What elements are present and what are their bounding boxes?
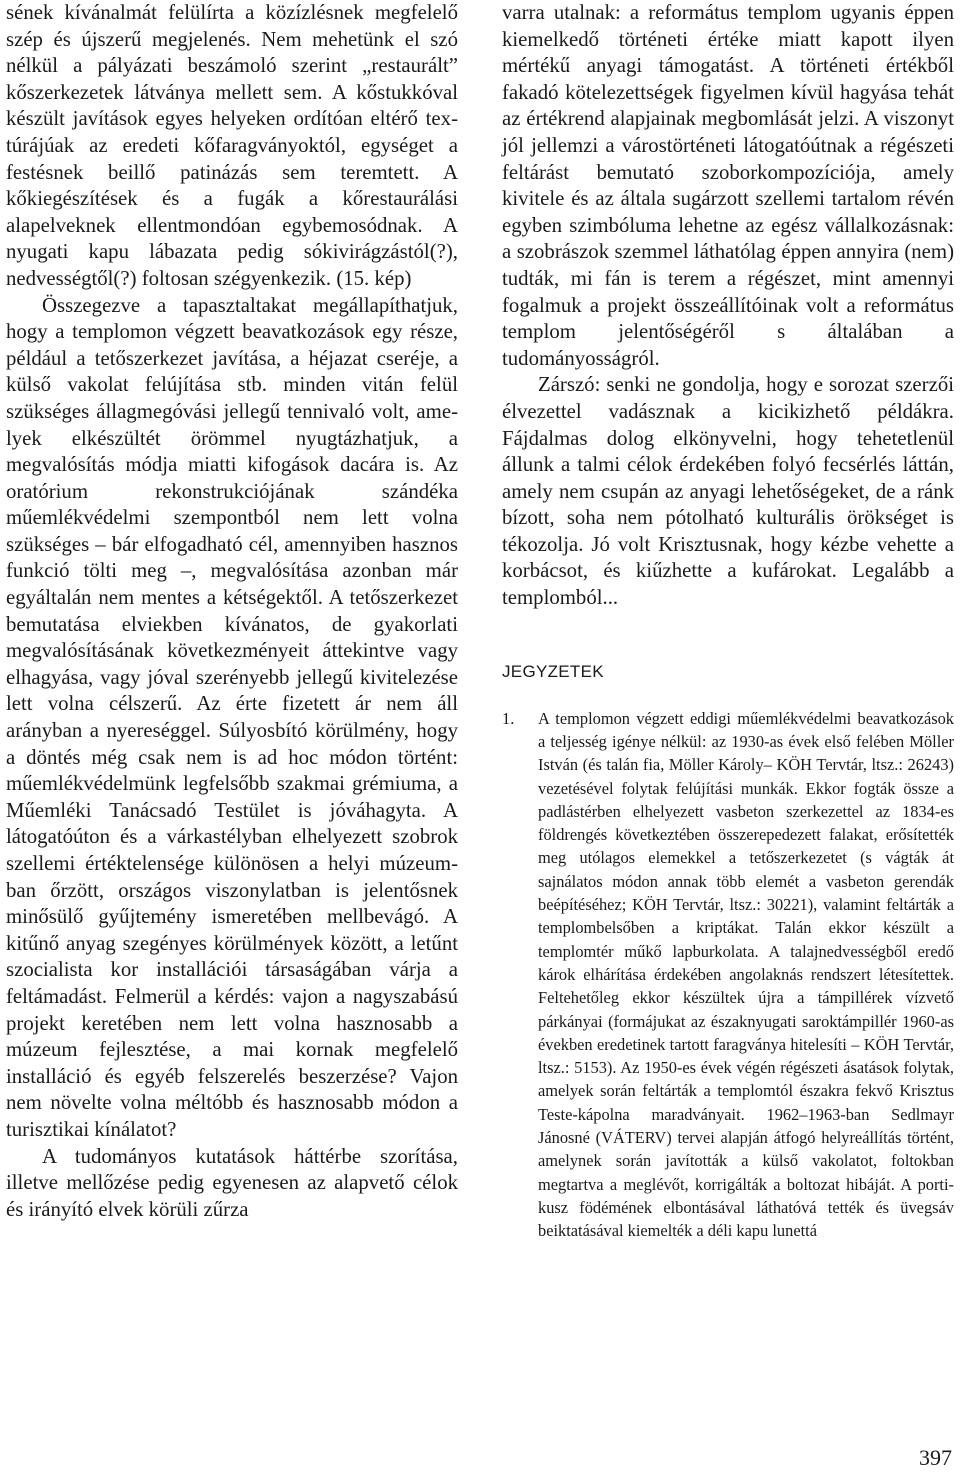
notes-heading: JEGYZETEK: [502, 661, 604, 681]
right-column-text: [502, 0, 954, 612]
left-paragraph-1: sének kívánalmát felülírta a közízlésnek megfelelő szép és újszerű megjelenés. Nem mehetünk el szó nélkül a pályázati beszámoló szerint „restaurált” kőszerkezetek látványa mellett sem. A kőstukkóval készült javítások egyes helyeken ordítóan eltérő textúrájúak az eredeti kőfaragványoktól, egységet a festésnek beillő patinázás sem teremtett. A kőkiegészítések és a fugák a kőrestaurálási alapelveknek ellentmondóan egybemosódnak. A nyugati kapu lábazata pedig sókivirágzástól(?), nedvességtől(?) foltosan szégyenkezik. (15. kép): [6, 1, 458, 290]
page-number: 397: [919, 1445, 952, 1470]
right-paragraph-1: varra utalnak: a református templom ugyanis éppen kiemelkedő történeti értéke miatt kapott ilyen mértékű anyagi támogatást. A történeti értékből fakadó kötelezettségek figyelmen kívül hagyása tehát az értékrend alapjainak megbomlását jelzi. A viszonyt jól jellemzi a várostörténeti látogatóútnak a régészeti feltárást bemutató szoborkompozíciója, amely kivitele és az általa sugárzott szellemi tartalom révén egyben szimbóluma lehetne az egész vállalkozásnak: a szobrászok szemmel láthatólag éppen annyira (nem) tudták, mi fán is terem a régészet, mint amennyi fogalmuk a projekt összeállítóinak volt a református templom jelentőségéről s általában a tudományosságról.: [502, 1, 954, 370]
left-paragraph-2: Összegezve a tapasztaltakat megállapíthatjuk, hogy a templomon végzett beavatkozások egy része, például a tetőszerkezet javítása, a héjazat cseréje, a külső vakolat felújítása stb. minden vitán felül szükséges állagmegóvási jellegű tennivaló volt, amelyek elkészültét örömmel nyugtázhatjuk, a megvalósítás módja miatti kifogások dacára is. Az oratórium rekonstrukciójának szándéka műemlékvédelmi szempontból nem lett volna szükséges – bár elfogadható cél, amennyiben hasznos funkció tölti meg –, megvalósítása azonban már egyáltalán nem mentes a kétségektől. A tetőszerkezet bemutatása elviekben kívánatos, de gyakorlati megvalósításának következményeit áttekintve vagy elhagyása, vagy jóval szerényebb jellegű kivitelezése lett volna célszerű. Az érte fizetett ár nem áll arányban a nyereséggel. Súlyosbító körülmény, hogy a döntés még csak nem is ad hoc módon történt: műemlékvédelmünk legfelsőbb szakmai grémiuma, a Műemléki Tanácsadó Testület is jóváhagyta. A látogatóúton és a várkastélyban elhelyezett szobrok szellemi értéktelensége különösen a helyi múzeumban őrzött, országos viszonylatban is jelentősnek minősülő gyűjtemény ismeretében mellbevágó. A kitűnő anyag szegényes körülmények között, a letűnt szocialista kor installációi társaságában várja a feltámadást. Felmerül a kérdés: vajon a nagyszabású projekt keretében nem lett volna hasznosabb a múzeum fejlesztése, a mai kornak megfelelő installáció és egyéb felszerelés beszerzése? Vajon nem növelte volna méltóbb és hasznosabb módon a turisztikai kínálatot?: [6, 293, 458, 1141]
left-paragraph-3: A tudományos kutatások háttérbe szorítása, illetve mellőzése pedig egyenesen az alapvető célok és irányító elvek körüli zűrza: [6, 1144, 458, 1221]
footnote-number: 1.: [502, 708, 515, 728]
footnote: [502, 707, 954, 1243]
footnote-text: A templomon végzett eddigi műemlékvédelmi beavatkozások a teljesség igénye nélkül: az 1930-as évek első felében Möller István (és talán fia, Möller Károly– KÖH Tervtár, ltsz.: 26243) vezetésével folytak felújítási munkák. Ekkor fogták össze a padlástérben elhelyezett vasbeton szerkezettel az 1834-es földrengés következtében összerepedezett falakat, erősítették meg utólagos elemekkel a tetőszerkezetet (s vágták át sajnálatos módon annak több elemét a vasbeton gerendák beépítéséhez; KÖH Tervtár, ltsz.: 30221), valamint feltárták a templombelsőben a kriptákat. Talán ekkor készült a templomtér műkő lapburkolata. A talajnedvességből eredő károk elhárítása érdekében angolaknás rendszert létesítettek. Feltehetőleg ekkor készültek újra a támpillérek vízvető párkányai (formájukat az északnyugati saroktámpillér 1960-as években eredetinek tartott faragványa hitelesíti – KÖH Tervtár, ltsz.: 5153). Az 1950-es évek végén régészeti ásatások folytak, amelyek során feltárták a templomtól északra fekvő Krisztus Teste-kápolna maradványait. 1962–1963-ban Sedlmayr Jánosné (VÁTERV) tervei alapján átfogó helyreállítás történt, amelynek során javították a külső vakolatot, foltokban megtartva a meglévőt, korrigálták a boltozat hibáját. A portikusz födémének elbontásával láthatóvá tették és üvegsáv beiktatásával kiemelték a déli kapu lunettá: [538, 708, 954, 1241]
left-column-text: [6, 0, 458, 1223]
right-paragraph-2: Zárszó: senki ne gondolja, hogy e sorozat szerzői élvezettel vadásznak a kicikizhető példákra. Fájdalmas dolog elkönyvelni, hogy tehetetlenül állunk a talmi célok érdekében folyó fecsérlés láttán, amely nem csupán az anyagi lehetőségeket, de a ránk bízott, soha nem pótolható kulturális örökséget is tékozolja. Jó volt Krisztusnak, hogy kézbe vehette a korbácsot, és kiűzhette a kufárokat. Legalább a templomból...: [502, 373, 954, 610]
left-column: [6, 0, 458, 1223]
right-column: [502, 0, 954, 1242]
